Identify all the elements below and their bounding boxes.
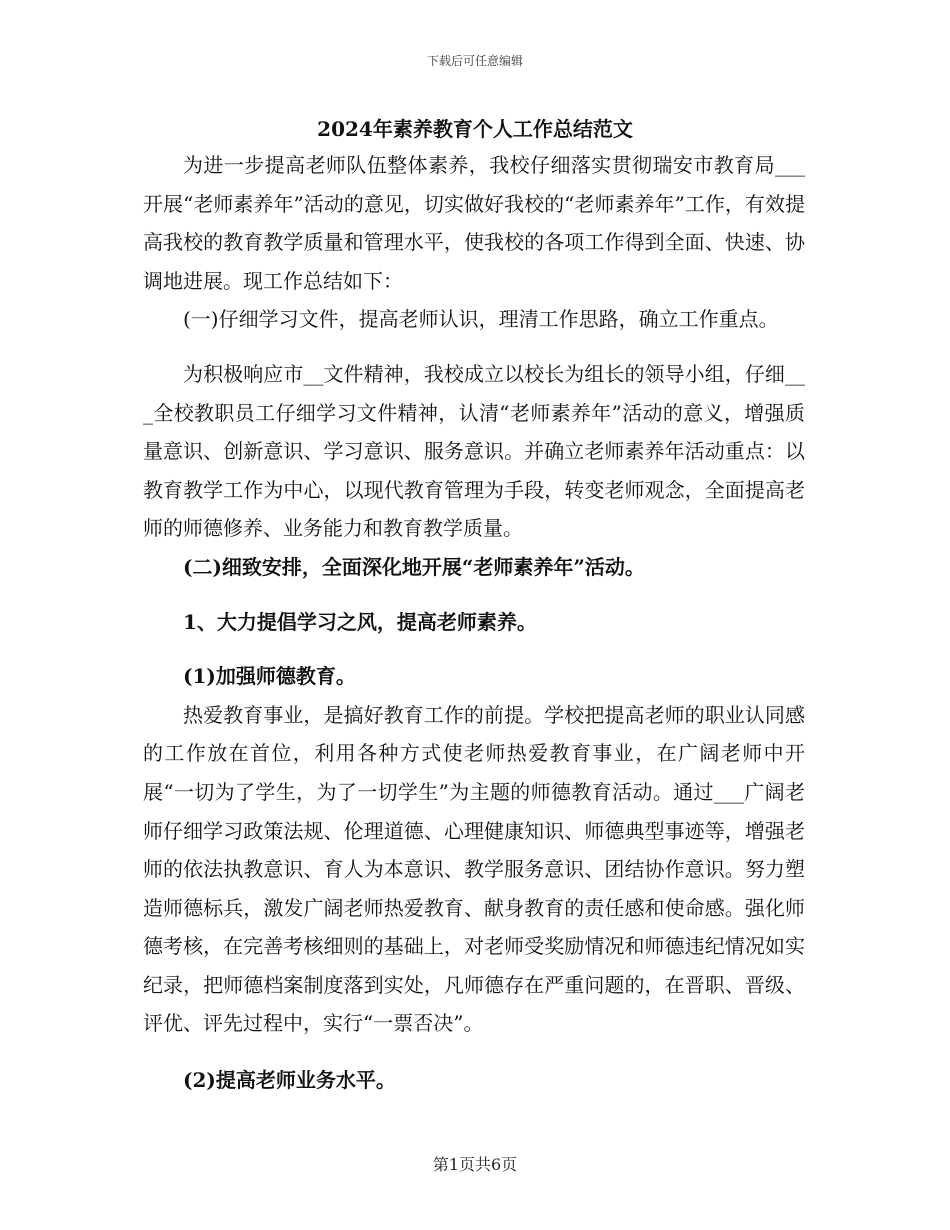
- item-one-paragraph: 热爱教育事业，是搞好教育工作的前提。学校把提高老师的职业认同感的工作放在首位，利用各种方式使老师热爱教育事业，在广阔老师中开展“一切为了学生，为了一切学生”为主题的师德教育活动。通过___广阔老师仔细学习政策法规、伦理道德、心理健康知识、师德典型事迹等，增强老师的依法执教意识、育人为本意识、教学服务意识、团结协作意识。努力塑造师德标兵，激发广阔老师热爱教育、献身教育的责任感和使命感。强化师德考核，在完善考核细则的基础上，对老师受奖励情况和师德违纪情况如实纪录，把师德档案制度落到实处，凡师德存在严重问题的，在晋职、晋级、评优、评先过程中，实行“一票否决”。: [143, 702, 805, 1036]
- section-one-paragraph: 为积极响应市__文件精神，我校成立以校长为组长的领导小组，仔细___全校教职员工仔细学习文件精神，认清“老师素养年”活动的意义，增强质量意识、创新意识、学习意识、服务意识。并确立老师素养年活动重点：以教育教学工作为中心，以现代教育管理为手段，转变老师观念，全面提高老师的师德修养、业务能力和教育教学质量。: [143, 361, 805, 541]
- page-footer: 第1页共6页: [432, 1155, 518, 1174]
- item-two-heading: (2)提高老师业务水平。: [183, 1068, 396, 1093]
- header-note: 下载后可任意编辑: [426, 54, 523, 68]
- section-one-heading: (一)仔细学习文件，提高老师认识，理清工作思路，确立工作重点。: [183, 307, 779, 332]
- subsection-one-heading: 1、大力提倡学习之风，提高老师素养。: [183, 609, 537, 634]
- item-one-heading: (1)加强师德教育。: [183, 664, 356, 689]
- section-two-heading: (二)细致安排，全面深化地开展“老师素养年”活动。: [183, 554, 645, 579]
- intro-paragraph: 为进一步提高老师队伍整体素养，我校仔细落实贯彻瑞安市教育局___开展“老师素养年”活动的意见，切实做好我校的“老师素养年”工作，有效提高我校的教育教学质量和管理水平，使我校的各项工作得到全面、快速、协调地进展。现工作总结如下：: [143, 153, 805, 293]
- document-body: [143, 146, 805, 1100]
- document-title: 2024年素养教育个人工作总结范文: [317, 117, 633, 141]
